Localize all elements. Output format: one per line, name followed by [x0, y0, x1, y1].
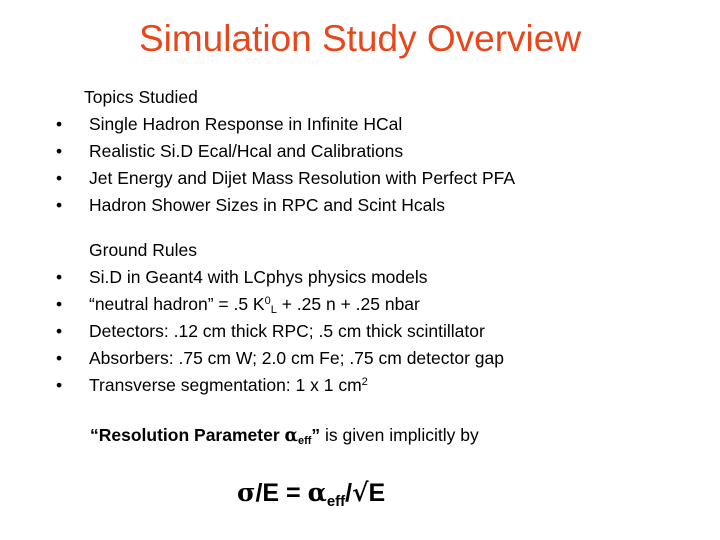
bullet-icon: •: [56, 321, 63, 341]
formula-end: E: [368, 479, 386, 507]
bullet-icon: •: [56, 267, 63, 287]
subscript: eff: [297, 435, 312, 447]
bullet-icon: •: [56, 141, 63, 161]
resolution-rest: is given implicitly by: [320, 425, 479, 445]
resolution-statement: [90, 425, 479, 446]
rule-text: Absorbers: .75 cm W; 2.0 cm Fe; .75 cm detector gap: [89, 348, 504, 368]
topics-heading: Topics Studied: [84, 87, 198, 107]
topic-text: Single Hadron Response in Infinite HCal: [89, 114, 403, 134]
bullet-icon: •: [56, 294, 63, 314]
formula-slash: /: [345, 479, 353, 507]
rule-text-suffix: + .25 n + .25 nbar: [276, 294, 420, 314]
alpha-symbol: α: [307, 478, 327, 507]
sigma-symbol: σ: [237, 478, 256, 507]
subscript: L: [270, 304, 277, 316]
bullet-icon: •: [56, 195, 63, 215]
rule-text: [89, 294, 420, 314]
topic-text: Realistic Si.D Ecal/Hcal and Calibrations: [89, 141, 404, 161]
bullet-icon: •: [56, 348, 63, 368]
rule-text-prefix: “neutral hadron” = .5 K: [89, 294, 265, 314]
rule-text: Detectors: .12 cm thick RPC; .5 cm thick scintillator: [89, 321, 485, 341]
resolution-formula: [237, 478, 385, 508]
superscript: 0: [264, 295, 271, 307]
resolution-close: ”: [311, 425, 321, 445]
bullet-icon: •: [56, 114, 63, 134]
resolution-open: “Resolution Parameter: [90, 425, 285, 445]
slide-title: Simulation Study Overview: [138, 18, 582, 59]
subscript: eff: [326, 493, 346, 510]
sqrt-symbol: √: [352, 478, 369, 507]
topic-text: Jet Energy and Dijet Mass Resolution with Perfect PFA: [89, 168, 516, 188]
rule-text-prefix: Transverse segmentation: 1 x 1 cm: [89, 375, 362, 395]
bullet-icon: •: [56, 168, 63, 188]
alpha-symbol: α: [284, 426, 298, 446]
rule-text: [89, 375, 368, 395]
formula-middle: /E =: [255, 479, 308, 507]
superscript: 2: [361, 376, 368, 388]
bullet-icon: •: [56, 375, 63, 395]
topic-text: Hadron Shower Sizes in RPC and Scint Hcals: [89, 195, 445, 215]
rules-heading: Ground Rules: [89, 240, 197, 260]
rule-text: Si.D in Geant4 with LCphys physics models: [89, 267, 428, 287]
